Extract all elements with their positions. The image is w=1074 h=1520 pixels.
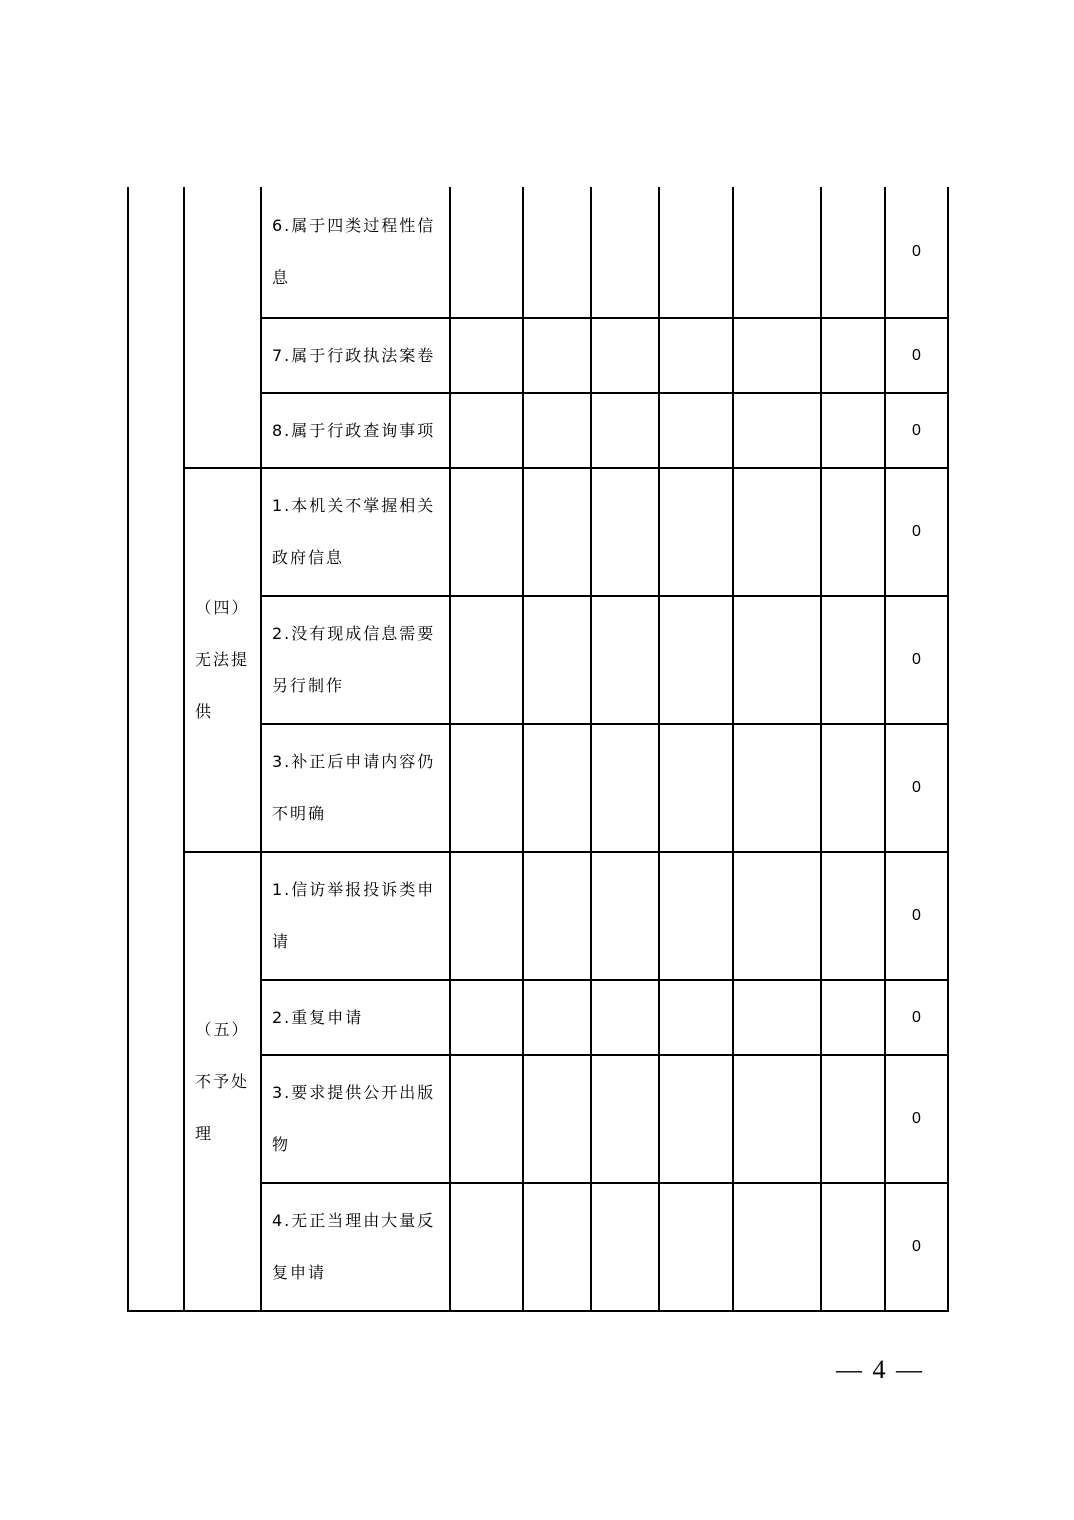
data-cell — [450, 1055, 523, 1183]
item-label: 3.补正后申请内容仍不明确 — [261, 724, 450, 852]
data-cell — [733, 596, 821, 724]
outer-category-cell — [128, 187, 184, 1311]
group-number: （五） — [195, 1019, 250, 1039]
total-cell: 0 — [885, 1183, 948, 1311]
page-number: — 4 — — [836, 1355, 924, 1384]
data-cell — [591, 1055, 659, 1183]
group-cell-five — [184, 852, 261, 1311]
data-cell — [591, 1183, 659, 1311]
data-cell — [733, 318, 821, 393]
data-cell — [733, 852, 821, 980]
data-cell — [523, 980, 591, 1055]
data-cell — [450, 980, 523, 1055]
data-cell — [523, 724, 591, 852]
total-cell: 0 — [885, 1055, 948, 1183]
data-cell — [523, 318, 591, 393]
data-cell — [450, 187, 523, 318]
data-cell — [821, 724, 885, 852]
data-cell — [821, 318, 885, 393]
total-cell: 0 — [885, 468, 948, 596]
group-label: 无法提供 — [195, 650, 250, 721]
data-cell — [591, 468, 659, 596]
group-cell-continued — [184, 187, 261, 468]
total-cell: 0 — [885, 596, 948, 724]
total-cell: 0 — [885, 187, 948, 318]
item-label: 2.重复申请 — [261, 980, 450, 1055]
data-cell — [733, 724, 821, 852]
data-cell — [523, 1183, 591, 1311]
data-cell — [591, 318, 659, 393]
data-cell — [450, 393, 523, 468]
data-cell — [591, 852, 659, 980]
total-cell: 0 — [885, 393, 948, 468]
item-label: 8.属于行政查询事项 — [261, 393, 450, 468]
group-cell-four — [184, 468, 261, 852]
data-cell — [591, 980, 659, 1055]
data-cell — [733, 1183, 821, 1311]
item-label: 7.属于行政执法案卷 — [261, 318, 450, 393]
data-cell — [591, 596, 659, 724]
group-number: （四） — [195, 598, 250, 617]
data-cell — [659, 852, 733, 980]
total-cell: 0 — [885, 852, 948, 980]
data-cell — [450, 1183, 523, 1311]
data-cell — [821, 393, 885, 468]
data-cell — [733, 393, 821, 468]
data-cell — [821, 596, 885, 724]
data-cell — [659, 187, 733, 318]
data-cell — [450, 596, 523, 724]
item-label: 3.要求提供公开出版物 — [261, 1055, 450, 1183]
data-cell — [591, 724, 659, 852]
statistics-table — [127, 187, 949, 1312]
item-label: 4.无正当理由大量反复申请 — [261, 1183, 450, 1311]
data-cell — [659, 393, 733, 468]
data-cell — [523, 468, 591, 596]
item-label: 1.本机关不掌握相关政府信息 — [261, 468, 450, 596]
data-cell — [659, 724, 733, 852]
data-cell — [659, 1055, 733, 1183]
data-cell — [821, 1055, 885, 1183]
data-cell — [821, 852, 885, 980]
data-cell — [733, 468, 821, 596]
group-label: 不予处理 — [195, 1071, 250, 1143]
data-cell — [659, 468, 733, 596]
data-cell — [523, 393, 591, 468]
data-cell — [523, 596, 591, 724]
data-cell — [733, 187, 821, 318]
data-cell — [821, 1183, 885, 1311]
item-label: 1.信访举报投诉类申请 — [261, 852, 450, 980]
data-cell — [591, 187, 659, 318]
data-cell — [821, 980, 885, 1055]
item-label: 2.没有现成信息需要另行制作 — [261, 596, 450, 724]
data-cell — [659, 980, 733, 1055]
data-cell — [450, 852, 523, 980]
data-cell — [821, 187, 885, 318]
data-cell — [821, 468, 885, 596]
table-row — [128, 187, 948, 318]
data-cell — [523, 1055, 591, 1183]
total-cell: 0 — [885, 980, 948, 1055]
table-row — [128, 468, 948, 596]
data-cell — [659, 1183, 733, 1311]
data-cell — [733, 1055, 821, 1183]
data-cell — [450, 468, 523, 596]
table-row — [128, 852, 948, 980]
data-cell — [733, 980, 821, 1055]
data-cell — [523, 187, 591, 318]
data-cell — [659, 318, 733, 393]
total-cell: 0 — [885, 318, 948, 393]
data-cell — [659, 596, 733, 724]
total-cell: 0 — [885, 724, 948, 852]
data-cell — [591, 393, 659, 468]
data-cell — [450, 724, 523, 852]
data-cell — [523, 852, 591, 980]
data-cell — [450, 318, 523, 393]
item-label: 6.属于四类过程性信息 — [261, 187, 450, 318]
